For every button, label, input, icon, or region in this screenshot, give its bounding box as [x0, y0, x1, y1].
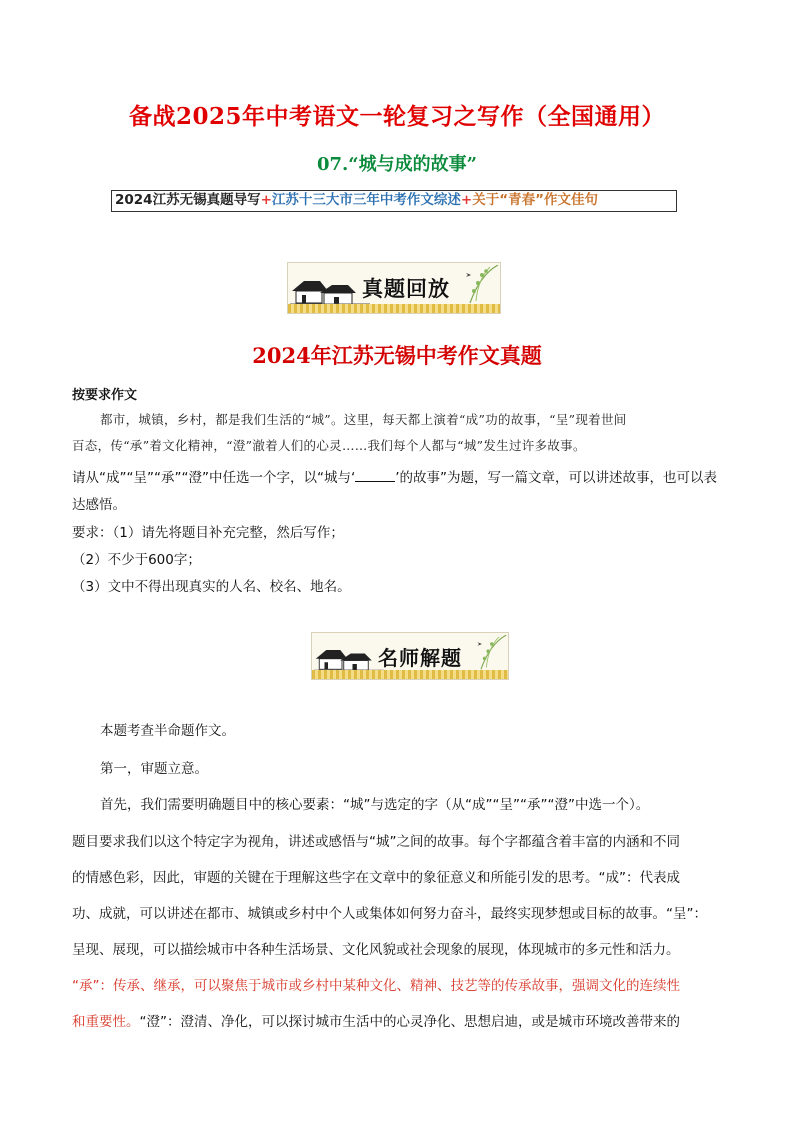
exam-title: 2024年江苏无锡中考作文真题: [252, 343, 542, 368]
tagline-part1: 2024江苏无锡真题导写: [115, 192, 261, 208]
tagline-box: [111, 190, 677, 212]
title-blank: [355, 469, 395, 482]
analysis-line-1: 首先，我们需要明确题目中的核心要素：“城”与选定的字（从“成”“呈”“承”“澄”中选一个）。: [100, 797, 650, 813]
village-houses-icon: [290, 269, 370, 309]
analysis-line-2: 题目要求我们以这个特定字为视角，讲述或感悟与“城”之间的故事。每个字都蕴含着丰富的内涵和不同: [72, 834, 680, 850]
banner-gold-strip: [312, 670, 508, 679]
analysis-step1: 第一，审题立意。: [100, 761, 208, 777]
instruction: 按要求作文: [72, 388, 138, 403]
tagline-sep1: +: [260, 192, 272, 208]
main-title: 备战2025年中考语文一轮复习之写作（全国通用）: [128, 103, 665, 130]
willow-branch-icon: [472, 635, 508, 671]
real-question-label: 真题回放: [362, 277, 450, 301]
analysis-line-7a: 和重要性。: [72, 1014, 140, 1030]
tagline-part3: 关于“青春”作文佳句: [472, 192, 598, 208]
requirement-1: 要求：（1）请先将题目补充完整，然后写作；: [72, 525, 344, 541]
analysis-line-4: 功、成就，可以讲述在都市、城镇或乡村中个人或集体如何努力奋斗，最终实现梦想或目标的故事。“呈”：: [72, 906, 707, 922]
requirement-2: （2）不少于600字；: [72, 552, 201, 568]
task-line-1: [72, 466, 717, 486]
analysis-line-7b: “澄”：澄清、净化，可以探讨城市生活中的心灵净化、思想启迪，或是城市环境改善带来的: [139, 1014, 680, 1030]
analysis-intro: 本题考查半命题作文。: [100, 723, 235, 739]
prompt-line-1: 都市，城镇，乡村，都是我们生活的“城”。这里，每天都上演着“成”功的故事，“呈”现着世间: [100, 412, 627, 427]
tagline-sep2: +: [460, 192, 473, 208]
tagline-part2: 江苏十三大市三年中考作文综述: [271, 192, 461, 208]
real-question-banner: [287, 262, 501, 314]
analysis-line-7: [72, 1010, 680, 1030]
prompt-line-2: 百态，传“承”着文化精神，“澄”澈着人们的心灵……我们每个人都与“城”发生过许多故事。: [72, 438, 586, 453]
teacher-analysis-banner: [311, 632, 509, 680]
willow-branch-icon: [460, 265, 500, 305]
requirement-3: （3）文中不得出现真实的人名、校名、地名。: [72, 579, 351, 595]
task-line-2: 达感悟。: [72, 497, 126, 513]
banner-gold-strip: [288, 304, 500, 313]
analysis-line-5: 呈现、展现，可以描绘城市中各种生活场景、文化风貌或社会现象的展现，体现城市的多元性和活力。: [72, 942, 680, 958]
analysis-line-6: “承”：传承、继承，可以聚焦于城市或乡村中某种文化、精神、技艺等的传承故事，强调文化的连续性: [72, 978, 680, 994]
analysis-line-3: 的情感色彩，因此，审题的关键在于理解这些字在文章中的象征意义和所能引发的思考。“成”：代表成: [72, 870, 680, 886]
task-line-1b: ’的故事”为题，写一篇文章，可以讲述故事，也可以表: [395, 470, 718, 486]
task-line-1a: 请从“成”“呈”“承”“澄”中任选一个字，以“城与‘: [72, 470, 356, 486]
sub-title: 07.“城与成的故事”: [316, 154, 478, 175]
teacher-analysis-label: 名师解题: [378, 646, 462, 670]
